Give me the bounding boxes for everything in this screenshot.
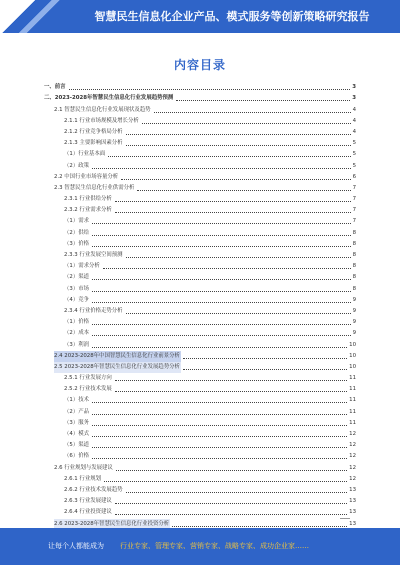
- toc-entry[interactable]: [44, 149, 356, 160]
- toc-leader-dots: [116, 469, 347, 471]
- toc-leader-dots: [108, 155, 350, 157]
- toc-leader-dots: [92, 401, 347, 403]
- toc-entry-page: 11: [349, 386, 356, 393]
- toc-entry-page: 10: [349, 341, 356, 348]
- toc-entry-page: 5: [352, 151, 356, 158]
- toc-entry[interactable]: [44, 373, 356, 384]
- toc-entry[interactable]: [44, 474, 356, 485]
- toc-entry[interactable]: [44, 172, 356, 183]
- toc-entry[interactable]: [44, 496, 356, 507]
- toc-entry-page: 5: [352, 162, 356, 169]
- toc-leader-dots: [92, 222, 351, 224]
- table-of-contents: [44, 82, 356, 530]
- toc-leader-dots: [172, 525, 347, 527]
- toc-leader-dots: [183, 368, 347, 370]
- toc-entry[interactable]: [44, 295, 356, 306]
- toc-entry-page: 13: [349, 520, 356, 527]
- toc-entry[interactable]: [44, 406, 356, 417]
- toc-entry-label: （1）需求: [64, 218, 89, 225]
- toc-entry-page: 8: [352, 285, 356, 292]
- toc-entry[interactable]: [44, 138, 356, 149]
- toc-entry-label: 2.6.3 行业发展建议: [64, 498, 112, 505]
- toc-entry-label: 2.6 行业规划与发展建议: [54, 464, 113, 471]
- toc-entry-label: （2）渠道: [64, 274, 89, 281]
- toc-entry-page: 9: [352, 330, 356, 337]
- toc-leader-dots: [103, 267, 351, 269]
- toc-entry-page: 7: [352, 218, 356, 225]
- toc-leader-dots: [92, 234, 351, 236]
- toc-entry-label: （1）技术: [64, 397, 89, 404]
- toc-entry-label: （3）价格: [64, 240, 89, 247]
- toc-entry-page: 12: [349, 431, 356, 437]
- toc-entry[interactable]: [44, 384, 356, 395]
- toc-entry-label: 二、2023-2028年智慧民生信息化行业发展趋势预测: [44, 95, 174, 102]
- toc-entry-label: （6）价格: [64, 453, 89, 460]
- toc-leader-dots: [92, 334, 351, 336]
- toc-leader-dots: [92, 446, 347, 448]
- toc-entry-label: （3）利润: [64, 341, 89, 348]
- toc-entry-page: 8: [352, 274, 356, 281]
- toc-leader-dots: [92, 424, 347, 426]
- toc-entry[interactable]: [44, 306, 356, 317]
- toc-leader-dots: [137, 189, 350, 191]
- toc-leader-dots: [104, 480, 347, 482]
- toc-leader-dots: [92, 346, 347, 348]
- footer-slogan: 让每个人都能成为: [48, 542, 104, 550]
- report-header: [0, 0, 400, 33]
- toc-entry-page: 5: [352, 140, 356, 147]
- toc-entry[interactable]: [44, 183, 356, 194]
- toc-entry-label: 2.5.2 行业技术发展: [64, 386, 112, 393]
- toc-entry-page: 7: [352, 196, 356, 203]
- toc-entry[interactable]: [44, 362, 356, 373]
- toc-entry[interactable]: [44, 127, 356, 138]
- toc-entry[interactable]: [44, 227, 356, 238]
- toc-leader-dots: [115, 379, 347, 381]
- toc-entry-label: （2）供给: [64, 229, 89, 236]
- toc-entry[interactable]: [44, 116, 356, 127]
- toc-entry-page: 13: [349, 509, 356, 516]
- toc-entry-page: 8: [352, 263, 356, 270]
- toc-entry-label: 2.3.4 行业价格走势分析: [64, 307, 123, 314]
- toc-leader-dots: [92, 323, 351, 325]
- toc-title: 内容目录: [173, 58, 226, 72]
- footer-banner: [0, 528, 400, 565]
- toc-entry-page: 8: [352, 240, 356, 247]
- toc-entry-label: 2.2 中国行业市场容量分析: [54, 173, 119, 180]
- toc-entry-label: （2）政策: [64, 162, 89, 169]
- toc-entry[interactable]: [44, 250, 356, 261]
- toc-entry-page: 11: [349, 408, 356, 415]
- page-marker: [340, 516, 350, 519]
- toc-entry-page: 6: [352, 173, 356, 180]
- toc-entry-label: 2.6.1 行业规划: [64, 475, 101, 482]
- toc-entry[interactable]: [44, 261, 356, 272]
- toc-entry-label: （2）成本: [64, 330, 89, 337]
- toc-entry-label: （4）竞争: [64, 296, 89, 303]
- toc-entry[interactable]: [44, 205, 356, 216]
- toc-entry-label: （2）产品: [64, 408, 89, 415]
- toc-entry-page: 9: [352, 307, 356, 314]
- toc-entry-label: 2.4 2023-2028年中国智慧民生信息化行业前景分析: [54, 351, 181, 362]
- toc-entry-label: （3）市场: [64, 285, 89, 292]
- toc-leader-dots: [115, 390, 347, 392]
- toc-leader-dots: [92, 278, 351, 280]
- toc-entry-page: 3: [352, 84, 356, 91]
- toc-leader-dots: [183, 357, 347, 359]
- toc-entry-page: 7: [352, 207, 356, 214]
- toc-entry[interactable]: [44, 429, 356, 440]
- toc-entry-label: 2.3.1 行业供给分析: [64, 196, 112, 203]
- report-title: 智慧民生信息化企业产品、模式服务等创新策略研究报告: [94, 10, 370, 23]
- toc-leader-dots: [115, 211, 351, 213]
- toc-leader-dots: [92, 167, 351, 169]
- toc-entry-page: 11: [349, 419, 356, 426]
- toc-entry-label: 2.3.2 行业需求分析: [64, 207, 112, 214]
- toc-entry[interactable]: [44, 194, 356, 205]
- toc-entry-label: 2.1 智慧民生信息化行业发展现状及趋势: [54, 106, 151, 113]
- toc-leader-dots: [92, 290, 351, 292]
- toc-entry-page: 4: [352, 117, 356, 124]
- toc-leader-dots: [92, 435, 347, 437]
- footer-tagline: 行业专家、管理专家、营销专家、战略专家、成功企业家……: [120, 542, 309, 550]
- toc-leader-dots: [142, 122, 351, 124]
- toc-entry-label: 2.6 2023-2028年智慧民生信息化行业投资分析: [54, 519, 170, 530]
- toc-entry[interactable]: [44, 462, 356, 473]
- toc-leader-dots: [126, 133, 351, 135]
- toc-entry[interactable]: [44, 418, 356, 429]
- toc-entry[interactable]: [44, 283, 356, 294]
- toc-entry-page: 12: [349, 475, 356, 482]
- toc-entry-label: 2.1.2 行业竞争格局分析: [64, 128, 123, 135]
- toc-entry[interactable]: [44, 317, 356, 328]
- toc-entry-page: 11: [349, 375, 356, 382]
- toc-entry[interactable]: [44, 351, 356, 362]
- toc-entry-label: 2.5 2023-2028年智慧民生信息化行业发展趋势分析: [54, 362, 181, 373]
- toc-entry-page: 11: [349, 397, 356, 404]
- toc-entry-label: （5）渠道: [64, 442, 89, 449]
- toc-entry[interactable]: [44, 328, 356, 339]
- toc-leader-dots: [176, 99, 350, 101]
- toc-leader-dots: [69, 88, 351, 90]
- toc-entry[interactable]: [44, 104, 356, 115]
- toc-entry-page: 3: [352, 95, 356, 102]
- toc-leader-dots: [115, 200, 351, 202]
- toc-entry-label: （1）价格: [64, 319, 89, 326]
- toc-entry-page: 13: [349, 486, 356, 493]
- toc-entry-page: 10: [349, 363, 356, 370]
- toc-entry[interactable]: [44, 395, 356, 406]
- toc-entry[interactable]: [44, 160, 356, 171]
- toc-entry[interactable]: [44, 440, 356, 451]
- toc-leader-dots: [92, 413, 347, 415]
- toc-leader-dots: [154, 111, 351, 113]
- toc-leader-dots: [126, 491, 348, 493]
- toc-leader-dots: [92, 245, 351, 247]
- toc-entry-page: 9: [352, 296, 356, 303]
- toc-leader-dots: [92, 301, 351, 303]
- toc-entry-page: 13: [349, 498, 356, 505]
- toc-entry-label: （4）模式: [64, 431, 89, 437]
- toc-entry-label: （1）需求分析: [64, 263, 100, 270]
- toc-entry-label: 2.1.3 主要影响因素分析: [64, 140, 123, 147]
- toc-entry-page: 12: [349, 453, 356, 460]
- toc-entry-label: 2.6.2 行业技术发展趋势: [64, 486, 123, 493]
- toc-entry-page: 9: [352, 319, 356, 326]
- toc-entry-page: 12: [349, 442, 356, 449]
- toc-entry-label: 2.5.1 行业发展方向: [64, 375, 112, 382]
- toc-entry[interactable]: [44, 485, 356, 496]
- toc-entry[interactable]: [44, 82, 356, 93]
- toc-entry-page: 8: [352, 229, 356, 236]
- toc-entry[interactable]: [44, 93, 356, 104]
- toc-leader-dots: [126, 312, 351, 314]
- toc-entry[interactable]: [44, 507, 356, 518]
- toc-entry[interactable]: [44, 216, 356, 227]
- toc-leader-dots: [115, 502, 347, 504]
- toc-entry[interactable]: [44, 239, 356, 250]
- header-decoration: [0, 0, 70, 33]
- toc-entry-label: （1）行业基本面: [64, 151, 106, 158]
- toc-leader-dots: [126, 144, 351, 146]
- toc-entry[interactable]: [44, 272, 356, 283]
- toc-leader-dots: [92, 457, 347, 459]
- toc-leader-dots: [115, 513, 347, 515]
- toc-entry-label: 一、前言: [44, 84, 66, 91]
- toc-entry-page: 7: [352, 184, 356, 191]
- toc-entry-page: 8: [352, 252, 356, 258]
- toc-entry-page: 4: [352, 128, 356, 135]
- toc-entry-page: 10: [349, 352, 356, 359]
- toc-entry-label: 2.3 智慧民生信息化行业供需分析: [54, 184, 135, 191]
- toc-entry[interactable]: [44, 339, 356, 350]
- toc-entry[interactable]: [44, 451, 356, 462]
- toc-entry-label: 2.6.4 行业投资建议: [64, 509, 112, 516]
- toc-entry-page: 12: [349, 464, 356, 471]
- toc-entry-label: 2.1.1 行业市场规模及增长分析: [64, 117, 139, 124]
- toc-entry-label: 2.3.3 行业发展空间预测: [64, 252, 123, 258]
- toc-entry-label: （3）服务: [64, 419, 89, 426]
- toc-leader-dots: [121, 178, 350, 180]
- toc-leader-dots: [126, 256, 351, 258]
- toc-entry-page: 4: [352, 106, 356, 113]
